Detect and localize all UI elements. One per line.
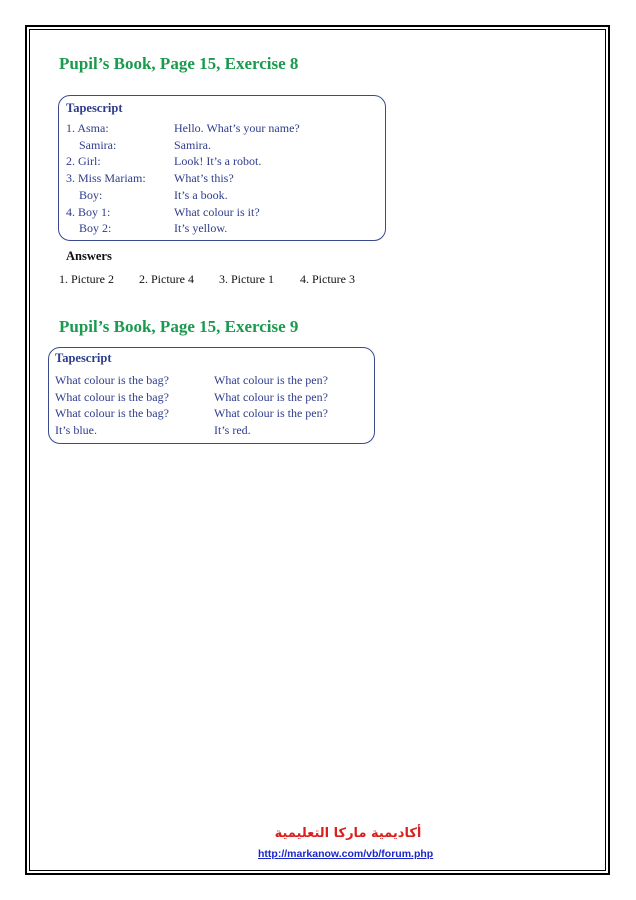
exercise-8-tapescript-box (58, 95, 386, 241)
tapescript-title: Tapescript (66, 101, 123, 115)
speaker-label: 3. Miss Mariam: (66, 171, 146, 185)
footer-arabic-title: أكاديمية ماركا التعليمية (274, 826, 422, 841)
dialogue-line: Samira. (174, 138, 211, 152)
dialogue-line: Hello. What’s your name? (174, 121, 300, 135)
speaker-label: Boy: (79, 188, 103, 202)
dialogue-line: It’s yellow. (174, 221, 228, 235)
dialogue-line: It’s a book. (174, 188, 228, 202)
dialogue-line: What colour is the bag? (55, 406, 169, 420)
dialogue-line: What’s this? (174, 171, 234, 185)
dialogue-line: What colour is the pen? (214, 390, 328, 404)
speaker-label: 4. Boy 1: (66, 205, 111, 219)
answer-item: 1. Picture 2 (59, 272, 114, 286)
exercise-9-tapescript-box (48, 347, 375, 444)
exercise-8-heading: Pupil’s Book, Page 15, Exercise 8 (59, 54, 299, 73)
dialogue-line: What colour is it? (174, 205, 260, 219)
dialogue-line: What colour is the bag? (55, 373, 169, 387)
dialogue-line: What colour is the pen? (214, 373, 328, 387)
speaker-label: 2. Girl: (66, 154, 101, 168)
tapescript-title: Tapescript (55, 351, 112, 365)
answer-item: 3. Picture 1 (219, 272, 274, 286)
dialogue-line: It’s red. (214, 423, 251, 437)
footer-forum-link[interactable]: http://markanow.com/vb/forum.php (258, 848, 434, 860)
dialogue-line: What colour is the pen? (214, 406, 328, 420)
dialogue-line: What colour is the bag? (55, 390, 169, 404)
answer-item: 2. Picture 4 (139, 272, 194, 286)
speaker-label: Samira: (79, 138, 117, 152)
answer-item: 4. Picture 3 (300, 272, 355, 286)
speaker-label: 1. Asma: (66, 121, 109, 135)
dialogue-line: Look! It’s a robot. (174, 154, 262, 168)
exercise-9-heading: Pupil’s Book, Page 15, Exercise 9 (59, 317, 299, 336)
dialogue-line: It’s blue. (55, 423, 97, 437)
speaker-label: Boy 2: (79, 221, 112, 235)
answers-label: Answers (66, 249, 112, 263)
